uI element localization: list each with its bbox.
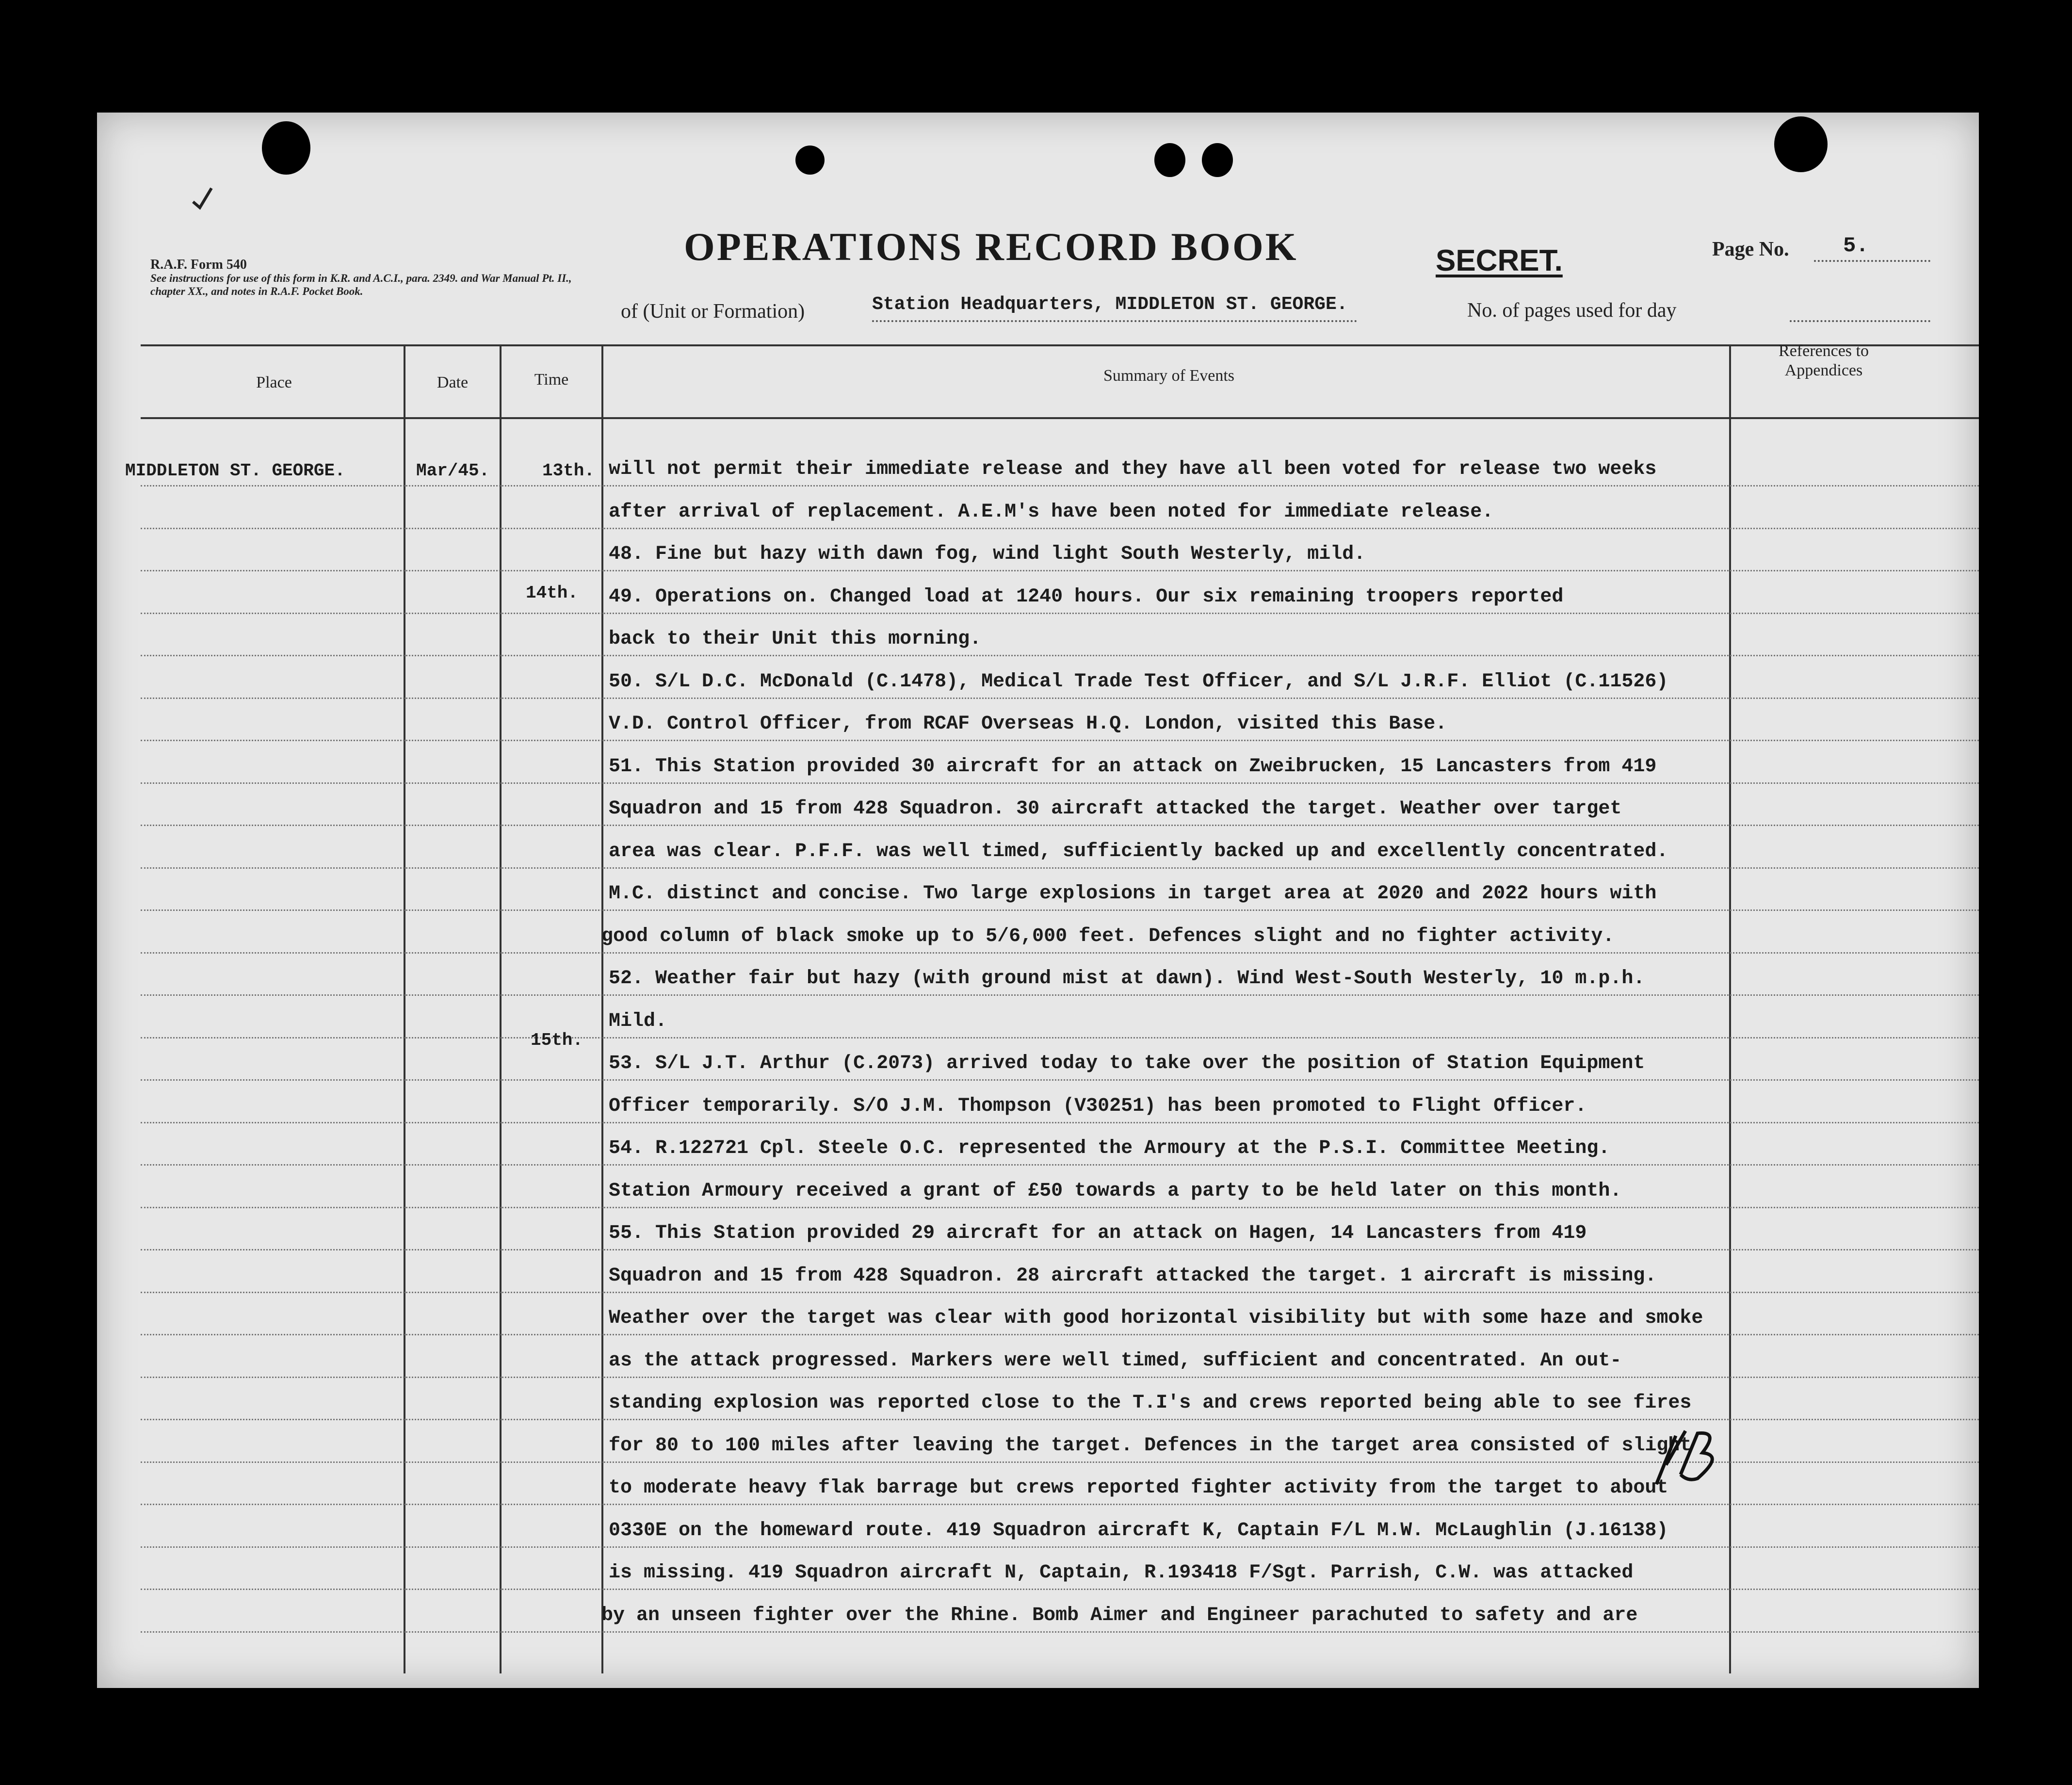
tick-mark-icon bbox=[90, 91, 216, 217]
pages-used-label: No. of pages used for day bbox=[1467, 299, 1677, 322]
summary-line: for 80 to 100 miles after leaving the target. Defences in the target area consisted of slight bbox=[609, 1434, 1692, 1457]
page-title: OPERATIONS RECORD BOOK bbox=[684, 225, 1298, 269]
summary-line: good column of black smoke up to 5/6,000 feet. Defences slight and no fighter activity. bbox=[601, 925, 1615, 947]
ruled-line bbox=[141, 825, 1979, 826]
summary-line: back to their Unit this morning. bbox=[609, 628, 982, 650]
ruled-line bbox=[141, 1504, 1979, 1505]
ruled-line bbox=[141, 655, 1979, 656]
unit-dots bbox=[872, 320, 1357, 322]
summary-line: will not permit their immediate release and they have all been voted for release two weeks bbox=[609, 458, 1657, 480]
ruled-line bbox=[141, 782, 1979, 784]
summary-line: M.C. distinct and concise. Two large explosions in target area at 2020 and 2022 hours with bbox=[609, 883, 1657, 905]
summary-line: to moderate heavy flak barrage but crews reported fighter activity from the target to about bbox=[609, 1477, 1668, 1499]
ruled-line bbox=[141, 1546, 1979, 1548]
ruled-line bbox=[141, 1419, 1979, 1420]
ruled-line bbox=[141, 740, 1979, 741]
column-divider-date bbox=[500, 344, 502, 1673]
summary-line: 0330E on the homeward route. 419 Squadron aircraft K, Captain F/L M.W. McLaughlin (J.16138) bbox=[609, 1519, 1668, 1542]
ruled-line bbox=[141, 952, 1979, 954]
ruled-line bbox=[141, 1589, 1979, 1590]
summary-line: Station Armoury received a grant of £50 towards a party to be held later on this month. bbox=[609, 1180, 1622, 1202]
entry-date: Mar/45. bbox=[416, 461, 490, 481]
summary-line: by an unseen fighter over the Rhine. Bomb Aimer and Engineer parachuted to safety and are bbox=[601, 1604, 1638, 1626]
ruled-line bbox=[141, 1164, 1979, 1166]
ruled-line bbox=[141, 1207, 1979, 1208]
ruled-line bbox=[141, 1249, 1979, 1250]
ruled-line bbox=[141, 613, 1979, 614]
ruled-line bbox=[141, 570, 1979, 571]
ruled-line bbox=[141, 1037, 1979, 1039]
summary-line: 48. Fine but hazy with dawn fog, wind light South Westerly, mild. bbox=[609, 543, 1366, 565]
summary-line: standing explosion was reported close to the T.I's and crews reported being able to see fires bbox=[609, 1392, 1692, 1414]
table-header-rule bbox=[141, 417, 1979, 419]
page-number-value: 5. bbox=[1843, 234, 1869, 258]
column-header-place: Place bbox=[256, 373, 292, 391]
column-header-references: References to Appendices bbox=[1779, 342, 1869, 379]
summary-line: Squadron and 15 from 428 Squadron. 28 aircraft attacked the target. 1 aircraft is missing. bbox=[609, 1265, 1657, 1287]
ruled-line bbox=[141, 1377, 1979, 1378]
summary-line: V.D. Control Officer, from RCAF Overseas H.Q. London, visited this Base. bbox=[609, 713, 1447, 735]
summary-line: as the attack progressed. Markers were well timed, sufficient and concentrated. An out- bbox=[609, 1349, 1622, 1372]
summary-line: 55. This Station provided 29 aircraft for an attack on Hagen, 14 Lancasters from 419 bbox=[609, 1222, 1587, 1244]
summary-line: Squadron and 15 from 428 Squadron. 30 aircraft attacked the target. Weather over target bbox=[609, 798, 1622, 820]
punch-hole-centre-b bbox=[1202, 143, 1233, 177]
entry-time-14th: 14th. bbox=[526, 583, 579, 603]
summary-line: Officer temporarily. S/O J.M. Thompson (V30251) has been promoted to Flight Officer. bbox=[609, 1095, 1587, 1117]
punch-hole-left bbox=[262, 121, 310, 175]
ruled-line bbox=[141, 1292, 1979, 1293]
ruled-line bbox=[141, 1334, 1979, 1335]
summary-line: Mild. bbox=[609, 1010, 667, 1032]
page-number-label: Page No. bbox=[1712, 238, 1789, 260]
punch-hole-centre-left bbox=[795, 146, 825, 175]
ruled-line bbox=[141, 698, 1979, 699]
classification-stamp: SECRET. bbox=[1436, 244, 1563, 277]
form-name: R.A.F. Form 540 bbox=[150, 257, 247, 272]
punch-hole-right bbox=[1774, 116, 1828, 172]
column-header-date: Date bbox=[437, 373, 469, 391]
summary-line: 54. R.122721 Cpl. Steele O.C. represented the Armoury at the P.S.I. Committee Meeting. bbox=[609, 1137, 1610, 1159]
summary-line: 52. Weather fair but hazy (with ground mist at dawn). Wind West-South Westerly, 10 m.p.h. bbox=[609, 968, 1645, 990]
initials-signature bbox=[1651, 1421, 1724, 1489]
summary-line: after arrival of replacement. A.E.M's have been noted for immediate release. bbox=[609, 501, 1494, 523]
summary-line: area was clear. P.F.F. was well timed, sufficiently backed up and excellently concentrated. bbox=[609, 840, 1668, 862]
punch-hole-centre-a bbox=[1154, 143, 1185, 177]
column-divider-place bbox=[404, 344, 405, 1673]
ruled-line bbox=[141, 1631, 1979, 1633]
ruled-line bbox=[141, 867, 1979, 869]
entry-time-13th: 13th. bbox=[542, 461, 595, 481]
ruled-line bbox=[141, 1079, 1979, 1081]
ruled-line bbox=[141, 909, 1979, 911]
unit-value: Station Headquarters, MIDDLETON ST. GEORGE. bbox=[872, 294, 1348, 315]
column-header-time: Time bbox=[534, 371, 569, 389]
summary-line: 53. S/L J.T. Arthur (C.2073) arrived today to take over the position of Station Equipment bbox=[609, 1053, 1645, 1074]
unit-label: of (Unit or Formation) bbox=[621, 300, 805, 323]
form-instructions: See instructions for use of this form in K.R. and A.C.I., para. 2349. and War Manual Pt. II., chapter XX., and notes in R.A.F. Pocket Book. bbox=[150, 272, 572, 297]
entry-time-15th: 15th. bbox=[531, 1030, 583, 1050]
summary-line: 50. S/L D.C. McDonald (C.1478), Medical Trade Test Officer, and S/L J.R.F. Elliot (C.11526) bbox=[609, 670, 1668, 693]
table-top-rule bbox=[141, 344, 1979, 346]
ruled-line bbox=[141, 485, 1979, 487]
ruled-line bbox=[141, 1122, 1979, 1123]
column-divider-time bbox=[601, 344, 603, 1673]
summary-line: 49. Operations on. Changed load at 1240 hours. Our six remaining troopers reported bbox=[609, 585, 1564, 608]
pages-used-dots bbox=[1790, 320, 1930, 322]
column-divider-summary bbox=[1729, 344, 1731, 1673]
form-identifier bbox=[150, 258, 577, 298]
column-header-summary: Summary of Events bbox=[1103, 367, 1235, 385]
page-number-dots bbox=[1814, 260, 1930, 262]
summary-line: Weather over the target was clear with good horizontal visibility but with some haze and smoke bbox=[609, 1307, 1703, 1329]
summary-line: 51. This Station provided 30 aircraft for an attack on Zweibrucken, 15 Lancasters from 419 bbox=[609, 755, 1657, 778]
summary-line: is missing. 419 Squadron aircraft N, Captain, R.193418 F/Sgt. Parrish, C.W. was attacked bbox=[609, 1562, 1634, 1584]
ruled-line bbox=[141, 528, 1979, 529]
ruled-line bbox=[141, 994, 1979, 996]
entry-place: MIDDLETON ST. GEORGE. bbox=[125, 461, 345, 481]
